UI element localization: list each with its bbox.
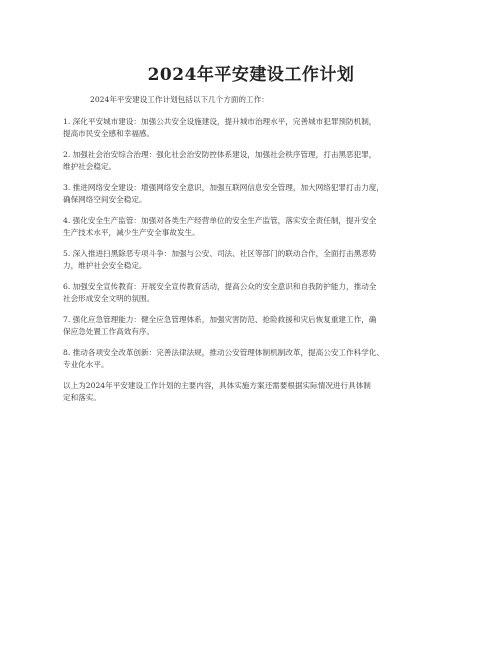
conclusion-paragraph: [63, 380, 443, 404]
plan-item-line: 4. 强化安全生产监管：加强对各类生产经营单位的安全生产监管，落实安全责任制，提升安全: [63, 216, 377, 225]
plan-item-line: 专业化水平。: [63, 360, 109, 369]
plan-item-line: 力，维护社会安全稳定。: [63, 261, 147, 270]
plan-item-line: 2. 加强社会治安综合治理：强化社会治安防控体系建设，加强社会秩序管理，打击黑恶犯罪，: [63, 150, 377, 159]
plan-item-6: [63, 281, 443, 305]
page-title: 2024年平安建设工作计划: [147, 65, 355, 85]
plan-item-line: 提高市民安全感和幸福感。: [63, 129, 155, 138]
plan-item-line: 确保网络空间安全稳定。: [63, 195, 147, 204]
intro-paragraph: 2024年平安建设工作计划包括以下几个方面的工作：: [90, 95, 269, 104]
document-body: [63, 94, 443, 404]
plan-item-line: 3. 推进网络安全建设：增强网络安全意识，加强互联网信息安全管理，加大网络犯罪打击力度，: [63, 183, 384, 192]
plan-item-line: 7. 强化应急管理能力：健全应急管理体系，加强灾害防范、抢险救援和灾后恢复重建工作，确: [63, 315, 377, 324]
plan-item-line: 保应急处置工作高效有序。: [63, 327, 155, 336]
plan-item-4: [63, 215, 443, 239]
plan-item-line: 8. 推动各项安全改革创新：完善法律法规，推动公安管理体制机制改革，提高公安工作科学化、: [63, 348, 384, 357]
plan-item-1: [63, 116, 443, 140]
plan-item-line: 6. 加强安全宣传教育：开展安全宣传教育活动，提高公众的安全意识和自我防护能力，推动全: [63, 282, 377, 291]
plan-item-8: [63, 347, 443, 371]
plan-item-line: 维护社会稳定。: [63, 162, 117, 171]
plan-item-line: 生产技术水平，减少生产安全事故发生。: [63, 228, 200, 237]
plan-item-line: 1. 深化平安城市建设：加强公共安全设施建设，提升城市治理水平，完善城市犯罪预防机制，: [63, 117, 377, 126]
plan-item-line: 5. 深入推进扫黑除恶专项斗争：加强与公安、司法、社区等部门的联动合作，全面打击黑恶势: [63, 249, 377, 258]
plan-item-2: [63, 149, 443, 173]
plan-item-7: [63, 314, 443, 338]
conclusion-line: 定和落实。: [63, 393, 101, 402]
plan-item-3: [63, 182, 443, 206]
plan-item-line: 社会形成安全文明的氛围。: [63, 294, 155, 303]
conclusion-line: 以上为2024年平安建设工作计划的主要内容，具体实施方案还需要根据实际情况进行具体制: [63, 381, 371, 390]
plan-item-5: [63, 248, 443, 272]
